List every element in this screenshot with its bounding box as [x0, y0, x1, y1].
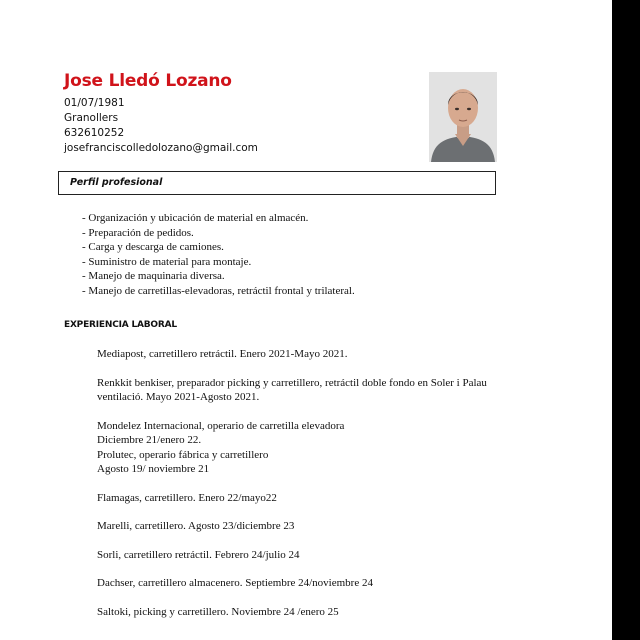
profile-photo — [429, 72, 497, 162]
job-entry — [97, 519, 517, 534]
email: josefranciscolledolozano@gmail.com — [64, 142, 258, 154]
experience-heading: EXPERIENCIA LABORAL — [64, 320, 177, 330]
job-line: Mediapost, carretillero retráctil. Enero 2021-Mayo 2021. — [97, 348, 348, 360]
job-line: Sorli, carretillero retráctil. Febrero 24/julio 24 — [97, 548, 300, 561]
job-line: Diciembre 21/enero 22. — [97, 434, 202, 446]
candidate-name: Jose Lledó Lozano — [64, 71, 232, 91]
job-entry — [97, 419, 517, 477]
job-entry — [97, 347, 517, 362]
job-entry — [97, 605, 517, 620]
job-entry — [97, 576, 517, 591]
skill-item: - Manejo de maquinaria diversa. — [82, 270, 225, 282]
skill-item: - Preparación de pedidos. — [82, 226, 194, 239]
skill-item: - Carga y descarga de camiones. — [82, 241, 224, 253]
job-line: Mondelez Internacional, operario de carretilla elevadora — [97, 419, 345, 432]
job-line: Marelli, carretillero. Agosto 23/diciembre 23 — [97, 520, 295, 532]
job-line: Saltoki, picking y carretillero. Noviembre 24 /enero 25 — [97, 605, 339, 618]
contact-info — [64, 96, 258, 156]
profile-photo-icon — [429, 72, 497, 162]
city: Granollers — [64, 112, 119, 124]
job-line: ventilació. Mayo 2021-Agosto 2021. — [97, 391, 260, 403]
birth-date: 01/07/1981 — [64, 97, 125, 109]
job-entry — [97, 376, 517, 405]
job-line: Flamagas, carretillero. Enero 22/mayo22 — [97, 491, 277, 504]
job-line: Dachser, carretillero almacenero. Septiembre 24/noviembre 24 — [97, 577, 373, 589]
phone: 632610252 — [64, 127, 125, 139]
job-entry — [97, 491, 517, 506]
skill-item: - Suministro de material para montaje. — [82, 255, 252, 268]
skills-list — [82, 211, 355, 298]
job-entry — [97, 548, 517, 563]
job-line: Agosto 19/ noviembre 21 — [97, 463, 210, 475]
profile-section-title: Perfil profesional — [70, 177, 163, 188]
skill-item: - Manejo de carretillas-elevadoras, retráctil frontal y trilateral. — [82, 284, 355, 297]
profile-section-header — [58, 171, 496, 195]
job-line: Prolutec, operario fábrica y carretillero — [97, 448, 269, 461]
experience-list — [97, 347, 517, 633]
job-line: Renkkit benkiser, preparador picking y carretillero, retráctil doble fondo en Soler i Palau — [97, 376, 487, 389]
skill-item: - Organización y ubicación de material en almacén. — [82, 212, 309, 224]
